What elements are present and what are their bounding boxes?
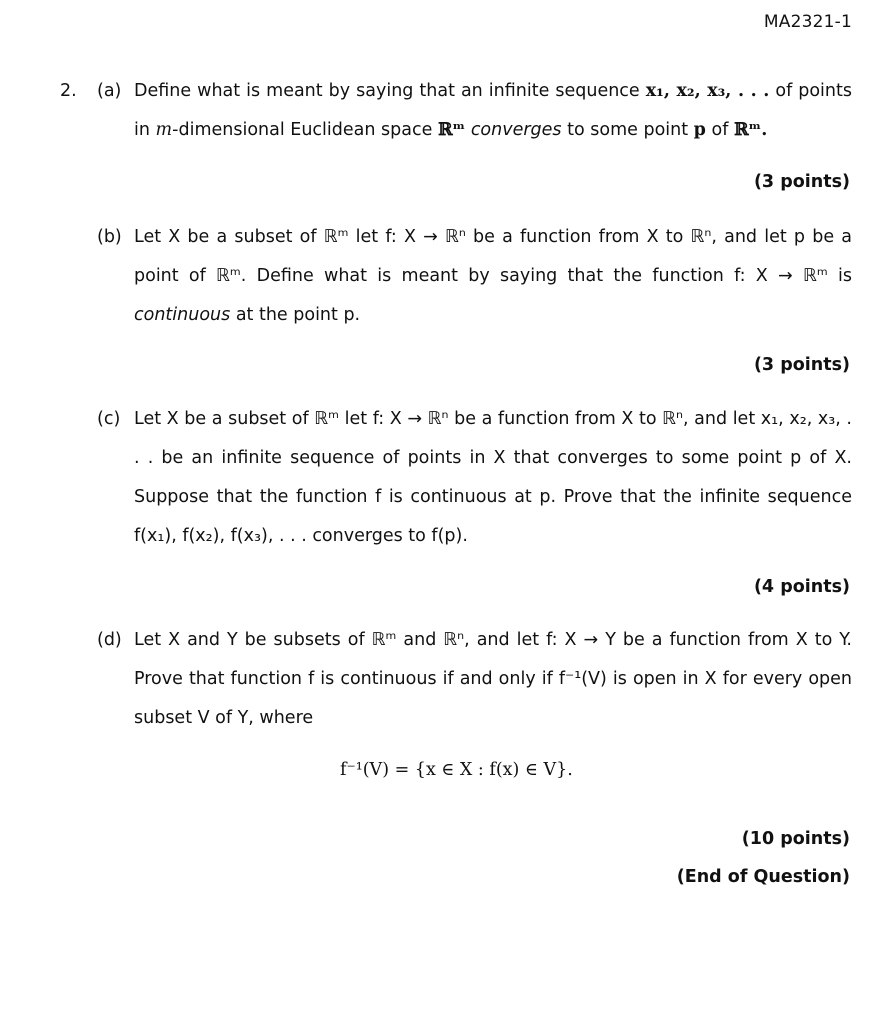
- part-d-points: (10 points): [741, 829, 850, 849]
- end-of-question: (End of Question): [676, 867, 850, 887]
- question-number: 2.: [60, 81, 77, 101]
- part-c: [97, 400, 852, 556]
- part-a-text: Define what is meant by saying that an infinite sequence x₁, x₂, x₃, . . . of points in m-dimensional Euclidean space ℝᵐ converges to some point p of ℝᵐ.: [134, 81, 852, 140]
- part-a-label: (a): [97, 81, 122, 101]
- display-equation: f⁻¹(V) = {x ∈ X : f(x) ∈ V}.: [340, 760, 573, 780]
- part-b: [97, 218, 852, 335]
- part-b-text: Let X be a subset of ℝᵐ let f: X → ℝⁿ be a function from X to ℝⁿ, and let p be a point of ℝᵐ. Define what is meant by saying that the function f: X → ℝᵐ is continuous at the point p.: [134, 227, 852, 325]
- part-d-label: (d): [97, 630, 122, 650]
- part-a-points: (3 points): [753, 172, 850, 192]
- part-a: [97, 72, 852, 150]
- part-b-points: (3 points): [753, 355, 850, 375]
- term-converges: converges: [470, 120, 562, 140]
- term-continuous: continuous: [134, 305, 231, 325]
- part-c-label: (c): [97, 409, 121, 429]
- part-d: [97, 621, 852, 738]
- part-d-text: Let X and Y be subsets of ℝᵐ and ℝⁿ, and let f: X → Y be a function from X to Y. Prove that function f is continuous if and only if f⁻¹(V) is open in X for every open subset V of Y, where: [134, 630, 852, 728]
- header-code: MA2321-1: [763, 12, 852, 32]
- part-b-label: (b): [97, 227, 122, 247]
- part-c-points: (4 points): [753, 577, 850, 597]
- part-c-text: Let X be a subset of ℝᵐ let f: X → ℝⁿ be a function from X to ℝⁿ, and let x₁, x₂, x₃, . . . be an infinite sequence of points in X that converges to some point p of X. Suppose that the function f is continuous at p. Prove that the infinite sequence f(x₁), f(x₂), f(x₃), . . . converges to f(p).: [134, 409, 852, 546]
